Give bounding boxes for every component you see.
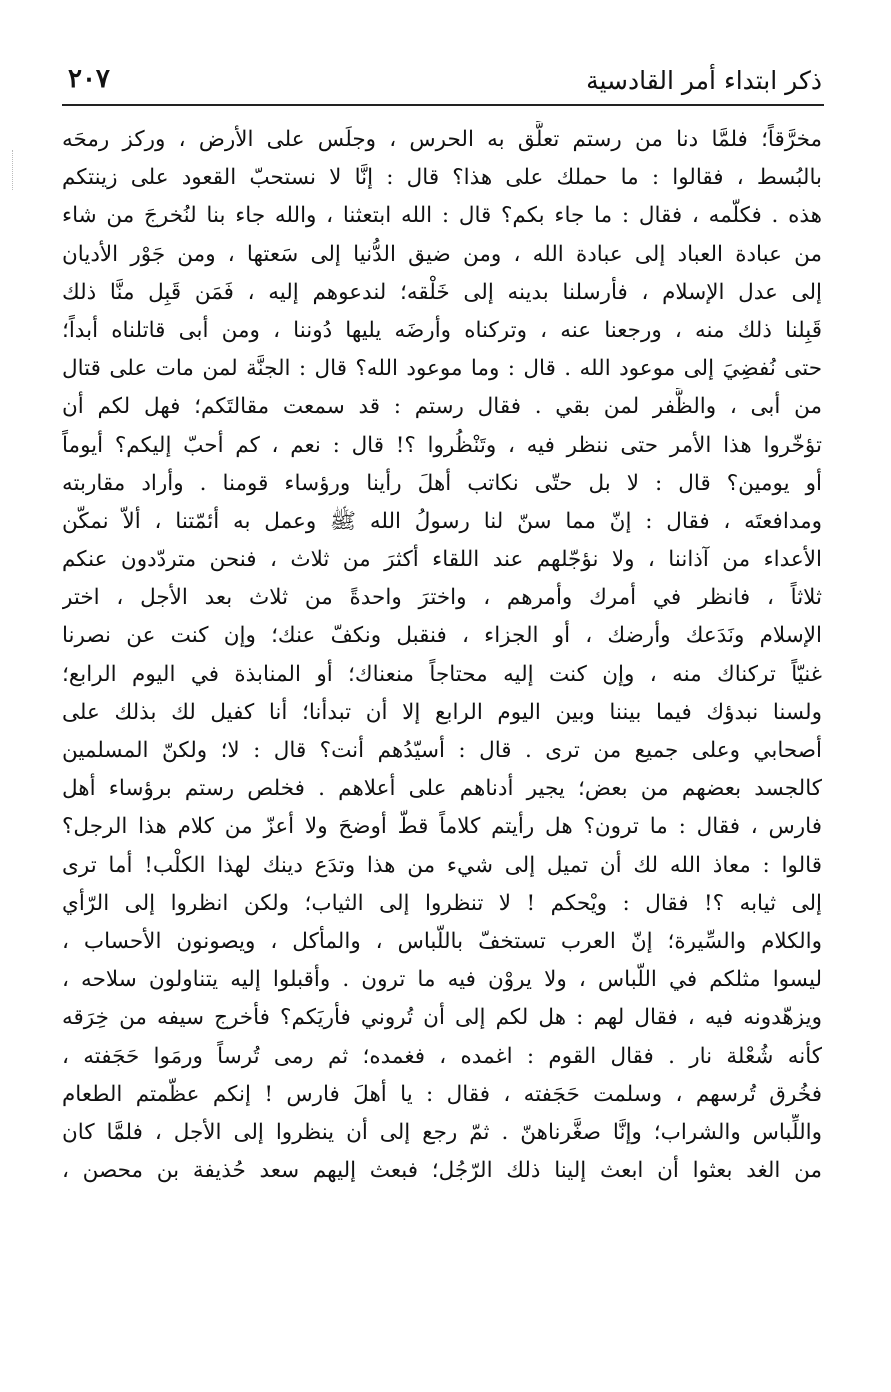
- text-line: غنيّاً تركناك منه ، وإن كنت إليه محتاجاً منعناك؛ أو المنابذة في اليوم الرابع؛: [62, 661, 822, 687]
- text-line: قَبِلنا ذلك منه ، ورجعنا عنه ، وتركناه وأرضَه يليها دُوننا ، ومن أبى قاتلناه أبداً؛: [62, 317, 822, 343]
- text-line: فخُرق تُرسهم ، وسلمت حَجَفته ، فقال : يا أهلَ فارس ! إنكم عظّمتم الطعام: [62, 1081, 822, 1107]
- text-line: مخرَّقاً؛ فلمَّا دنا من رستم تعلَّق به الحرس ، وجلَس على الأرض ، وركز رمحَه: [62, 127, 822, 152]
- text-line: حتى نُفضِيَ إلى موعود الله . قال : وما موعود الله؟ قال : الجنَّة لمن مات على قتال: [62, 356, 822, 382]
- text-line: فارس ، فقال : ما ترون؟ هل رأيتم كلاماً قطّ أوضحَ ولا أعزّ من كلام هذا الرجل؟: [62, 814, 822, 840]
- text-line: الأعداء من آذاننا ، ولا نؤجّلهم عند اللقاء أكثرَ من ثلاث ، فنحن متردّدون عنكم: [62, 547, 822, 573]
- text-line: أو يومين؟ قال : لا بل حتّى نكاتب أهلَ رأينا ورؤساء قومنا . وأراد مقاربته: [62, 470, 822, 496]
- text-line: ويزهّدونه فيه ، فقال لهم : هل لكم إلى أن تُروني فأريَكم؟ فأخرج سيفه من خِرَقه: [62, 1005, 822, 1031]
- body-text: [62, 121, 822, 1190]
- text-line: بالبُسط ، فقالوا : ما حملك على هذا؟ قال : إنَّا لا نستحبّ القعود على زينتكم: [62, 165, 822, 191]
- text-line: والكلام والسِّيرة؛ إنّ العرب تستخفّ باللّباس ، والمأكل ، ويصونون الأحساب ،: [62, 928, 822, 954]
- text-line: قالوا : معاذ الله لك أن تميل إلى شيء من هذا وتدَع دينك لهذا الكلْب! أما ترى: [62, 852, 822, 878]
- text-line: من عبادة العباد إلى عبادة الله ، ومن ضيق الدُّنيا إلى سَعتها ، ومن جَوْر الأديان: [62, 241, 822, 267]
- text-line: ليسوا مثلكم في اللّباس ، ولا يروْن فيه ما ترون . وأقبلوا إليه يتناولون سلاحه ،: [62, 967, 822, 993]
- text-line: إلى ثيابه ؟! فقال : ويْحكم ! لا تنظروا إلى الثياب؛ ولكن انظروا إلى الرّأي: [62, 890, 822, 916]
- page-number: ٢٠٧: [68, 64, 110, 94]
- header-rule: [62, 104, 824, 106]
- text-line: من الغد بعثوا أن ابعث إلينا ذلك الرّجُل؛ فبعث إليهم سعد حُذيفة بن محصن ،: [62, 1158, 822, 1184]
- text-line: هذه . فكلّمه ، فقال : ما جاء بكم؟ قال : الله ابتعثنا ، والله جاء بنا لنُخرجَ من شاء: [62, 203, 822, 229]
- text-line: إلى عدل الإسلام ، فأرسلنا بدينه إلى خَلْقه؛ لندعوهم إليه ، فَمَن قَبِل منَّا ذلك: [62, 279, 822, 305]
- running-title: ذكر ابتداء أمر القادسية: [586, 66, 822, 95]
- text-line: أصحابي وعلى جميع من ترى . قال : أسيّدُهم أنت؟ قال : لا؛ ولكنّ المسلمين: [62, 738, 822, 763]
- text-line: من أبى ، والظَّفر لمن بقي . فقال رستم : قد سمعت مقالتَكم؛ فهل لكم أن: [62, 394, 822, 420]
- text-line: الإسلام ونَدَعك وأرضك ، أو الجزاء ، فنقبل ونكفّ عنك؛ وإن كنت عن نصرنا: [62, 623, 822, 649]
- text-line: كأنه شُعْلة نار . فقال القوم : اغمده ، فغمده؛ ثم رمى تُرساً ورمَوا حَجَفته ،: [62, 1043, 822, 1069]
- text-line: واللِّباس والشراب؛ وإنَّا صغَّرناهنّ . ثمّ رجع إلى أن ينظروا إلى الأجل ، فلمَّا كان: [62, 1119, 822, 1145]
- scan-margin-mark: [12, 150, 15, 190]
- text-line: كالجسد بعضهم من بعض؛ يجير أدناهم على أعلاهم . فخلص رستم برؤساء أهل: [62, 776, 822, 802]
- text-line: ومدافعتَه ، فقال : إنّ مما سنّ لنا رسولُ الله ﷺ وعمل به أئمّتنا ، ألاّ نمكّن: [62, 508, 822, 534]
- running-header: [62, 60, 822, 104]
- text-line: ولسنا نبدؤك فيما بيننا وبين اليوم الرابع إلا أن تبدأنا؛ أنا كفيل لك بذلك على: [62, 699, 822, 725]
- text-line: ثلاثاً ، فانظر في أمرك وأمرهم ، واخترَ واحدةً من ثلاث بعد الأجل ، اختر: [62, 585, 822, 611]
- text-line: تؤخّروا هذا الأمر حتى ننظر فيه ، وتَنْظُروا ؟! قال : نعم ، كم أحبّ إليكم؟ أيوماً: [62, 432, 822, 458]
